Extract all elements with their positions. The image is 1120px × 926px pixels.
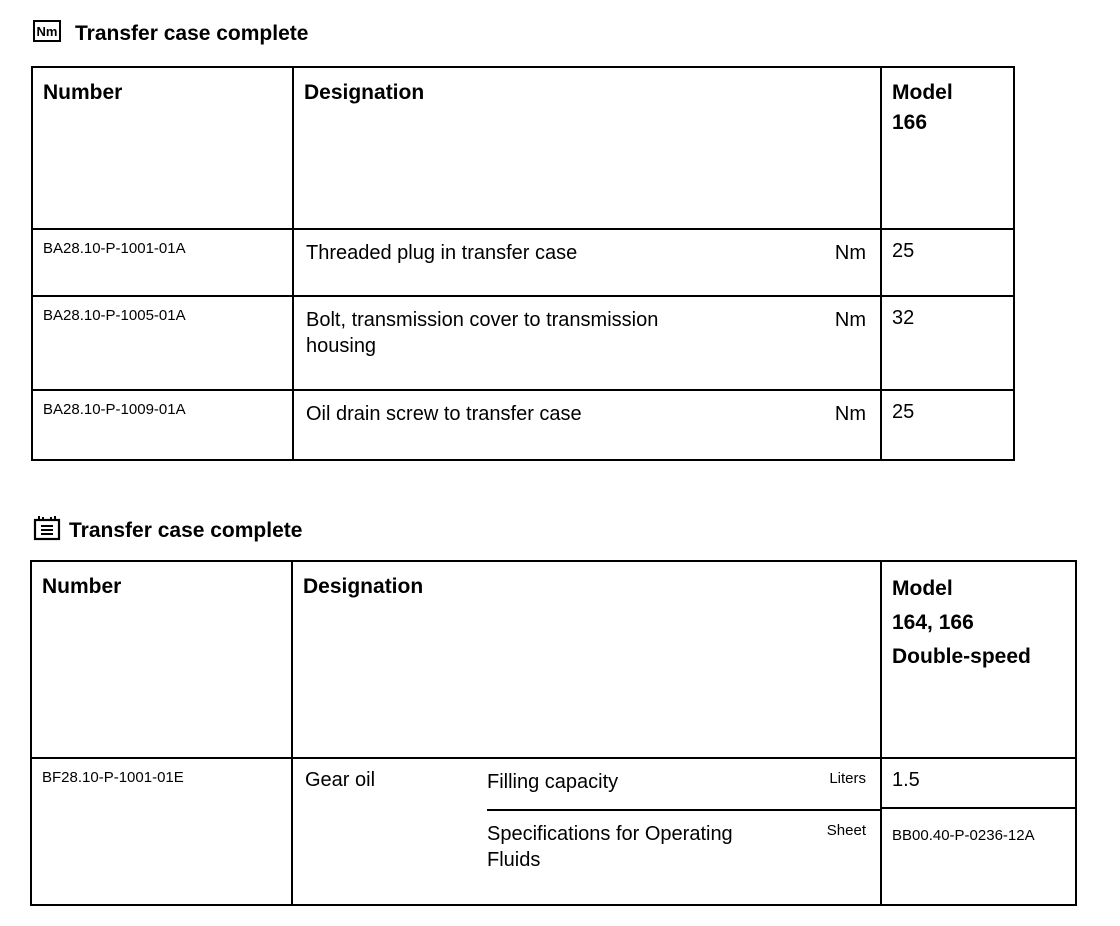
table-row: [31, 758, 1076, 905]
unit-label: Nm: [834, 403, 866, 425]
header-designation: Designation: [292, 561, 881, 758]
row-number: BA28.10-P-1001-01A: [32, 229, 293, 296]
header-model: Model 166: [881, 67, 1014, 229]
row-designation: Bolt, transmission cover to transmission housing Nm: [293, 296, 881, 390]
row-number: BF28.10-P-1001-01E: [31, 758, 292, 905]
section2-title: Transfer case complete: [69, 519, 303, 542]
fluid-container-icon: [33, 515, 61, 547]
row-number: BA28.10-P-1005-01A: [32, 296, 293, 390]
sub-row-specifications: Specifications for Operating Fluids Sheet: [487, 822, 866, 871]
header-number: Number: [32, 67, 293, 229]
section1-title: Transfer case complete: [75, 22, 309, 45]
fluids-table: [30, 560, 1077, 906]
unit-label: Sheet: [826, 822, 866, 839]
table-header-row: [31, 561, 1076, 758]
section1-heading: [33, 20, 308, 48]
table-row: [32, 296, 1014, 390]
svg-text:Nm: Nm: [36, 24, 58, 39]
unit-label: Nm: [834, 309, 866, 331]
row-designation: Threaded plug in transfer case Nm: [293, 229, 881, 296]
table-header-row: [32, 67, 1014, 229]
row-designation: Oil drain screw to transfer case Nm: [293, 390, 881, 460]
row-number: BA28.10-P-1009-01A: [32, 390, 293, 460]
header-model: Model 164, 166 Double-speed: [881, 561, 1076, 758]
row-value: 25: [881, 390, 1014, 460]
section2-heading: [33, 515, 302, 547]
unit-label: Liters: [829, 770, 866, 787]
row-designation: [292, 758, 881, 905]
fluid-name: Gear oil: [305, 769, 376, 791]
header-designation: Designation: [293, 67, 881, 229]
row-value: 25: [881, 229, 1014, 296]
header-number: Number: [31, 561, 292, 758]
filling-capacity-value: 1.5: [882, 759, 1075, 809]
torque-table: [31, 66, 1015, 461]
nm-icon: [33, 20, 61, 48]
table-row: [32, 390, 1014, 460]
specification-sheet-value: BB00.40-P-0236-12A: [892, 827, 1035, 844]
table-row: [32, 229, 1014, 296]
row-value: 32: [881, 296, 1014, 390]
row-values: [881, 758, 1076, 905]
sub-row-filling-capacity: Filling capacity Liters: [487, 759, 880, 811]
unit-label: Nm: [834, 242, 866, 264]
